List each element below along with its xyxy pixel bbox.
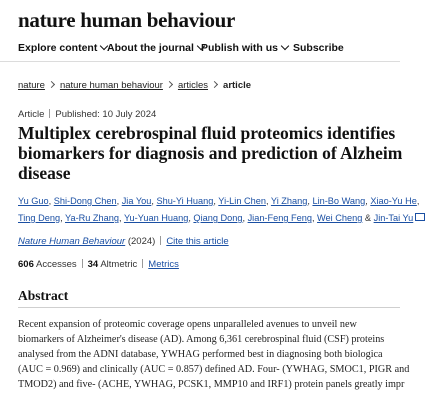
abstract-body xyxy=(18,317,448,392)
nav-explore-content[interactable] xyxy=(18,42,107,54)
author-link[interactable]: Shu-Yi Huang xyxy=(156,196,214,206)
article-type: Article xyxy=(18,109,45,120)
accesses-label: Accesses xyxy=(35,259,77,270)
author-conjunction: & xyxy=(364,213,372,223)
chevron-right-icon xyxy=(48,81,55,88)
author-link[interactable]: Yu-Yuan Huang xyxy=(123,213,189,223)
article-metrics xyxy=(18,258,179,270)
metrics-divider xyxy=(82,259,83,268)
article-meta xyxy=(18,108,156,120)
email-icon[interactable] xyxy=(415,213,425,221)
nav-about-journal[interactable] xyxy=(107,42,204,54)
author-link[interactable]: Yi Zhang xyxy=(270,196,308,206)
journal-logo[interactable]: nature human behaviour xyxy=(18,8,236,32)
title-line: biomarkers for diagnosis and prediction of Alzheim xyxy=(18,143,403,163)
author-link[interactable]: Qiang Dong xyxy=(193,213,243,223)
metrics-divider xyxy=(142,259,143,268)
author-link[interactable]: Xiao-Yu He xyxy=(370,196,417,206)
author-list xyxy=(18,193,438,227)
abstract-line: analysed from the ADNI database, YWHAG performed best in diagnosing both biologica xyxy=(18,349,383,360)
breadcrumb-articles[interactable]: articles xyxy=(177,80,209,91)
title-line: Multiplex cerebrospinal fluid proteomics identifies xyxy=(18,123,396,143)
abstract-heading: Abstract xyxy=(18,288,69,303)
metrics-link[interactable]: Metrics xyxy=(148,259,179,270)
breadcrumb-journal[interactable]: nature human behaviour xyxy=(59,80,163,91)
nav-item-label: Explore content xyxy=(18,42,98,54)
breadcrumb-current: article xyxy=(223,80,252,91)
author-line: Ting Deng, Ya-Ru Zhang, Yu-Yuan Huang, Qiang Dong, Jian-Feng Feng, Wei Cheng & Jin-Tai Yu xyxy=(18,210,438,227)
article-title xyxy=(18,123,438,183)
author-link[interactable]: Shi-Dong Chen xyxy=(53,196,117,206)
chevron-down-icon xyxy=(281,42,289,50)
journal-year: (2024) xyxy=(127,236,156,247)
journal-link[interactable]: Nature Human Behaviour xyxy=(18,236,126,247)
author-link[interactable]: Lin-Bo Wang xyxy=(312,196,366,206)
author-link[interactable]: Yu Guo xyxy=(18,196,49,206)
main-nav xyxy=(0,42,400,62)
author-link[interactable]: Jia You xyxy=(121,196,152,206)
chevron-right-icon xyxy=(166,81,173,88)
author-line: Yu Guo, Shi-Dong Chen, Jia You, Shu-Yi Huang, Yi-Lin Chen, Yi Zhang, Lin-Bo Wang, Xiao-Yu He, xyxy=(18,196,420,206)
abstract-divider xyxy=(18,307,400,308)
altmetric-count: 34 xyxy=(87,259,99,270)
cite-article-link[interactable]: Cite this article xyxy=(166,236,229,247)
breadcrumb-nature[interactable]: nature xyxy=(18,80,45,91)
accesses-count: 606 xyxy=(18,259,34,270)
breadcrumb xyxy=(18,80,251,91)
author-link[interactable]: Yi-Lin Chen xyxy=(218,196,266,206)
published-date: Published: 10 July 2024 xyxy=(55,109,157,120)
author-link[interactable]: Wei Cheng xyxy=(317,213,363,223)
author-link[interactable]: Ya-Ru Zhang xyxy=(65,213,119,223)
nav-publish-with-us[interactable] xyxy=(201,42,288,54)
journal-citation xyxy=(18,235,229,247)
abstract-line: Recent expansion of proteomic coverage opens unparalleled avenues to unveil new xyxy=(18,319,357,330)
chevron-right-icon xyxy=(211,81,218,88)
journal-divider xyxy=(160,236,161,245)
author-link[interactable]: Jian-Feng Feng xyxy=(247,213,312,223)
nav-item-label: About the journal xyxy=(107,42,194,54)
title-line: disease xyxy=(18,163,71,183)
nav-item-label: Publish with us xyxy=(201,42,279,54)
abstract-line: TMOD2) and five- (ACHE, YWHAG, PCSK1, MMP10 and IRF1) protein panels greatly impr xyxy=(18,379,405,390)
altmetric-label: Altmetric xyxy=(100,259,138,270)
abstract-line: biomarkers of Alzheimer's disease (AD). Among 6,361 cerebrospinal fluid (CSF) proteins xyxy=(18,334,385,345)
abstract-line: (AUC = 0.969) and clinically (AUC = 0.857) defined AD. Four- (YWHAG, SMOC1, PIGR and xyxy=(18,364,410,375)
corresponding-author-link[interactable]: Jin-Tai Yu xyxy=(373,213,414,223)
author-link[interactable]: Ting Deng xyxy=(18,213,61,223)
nav-subscribe[interactable]: Subscribe xyxy=(293,42,344,54)
meta-divider xyxy=(49,109,50,118)
